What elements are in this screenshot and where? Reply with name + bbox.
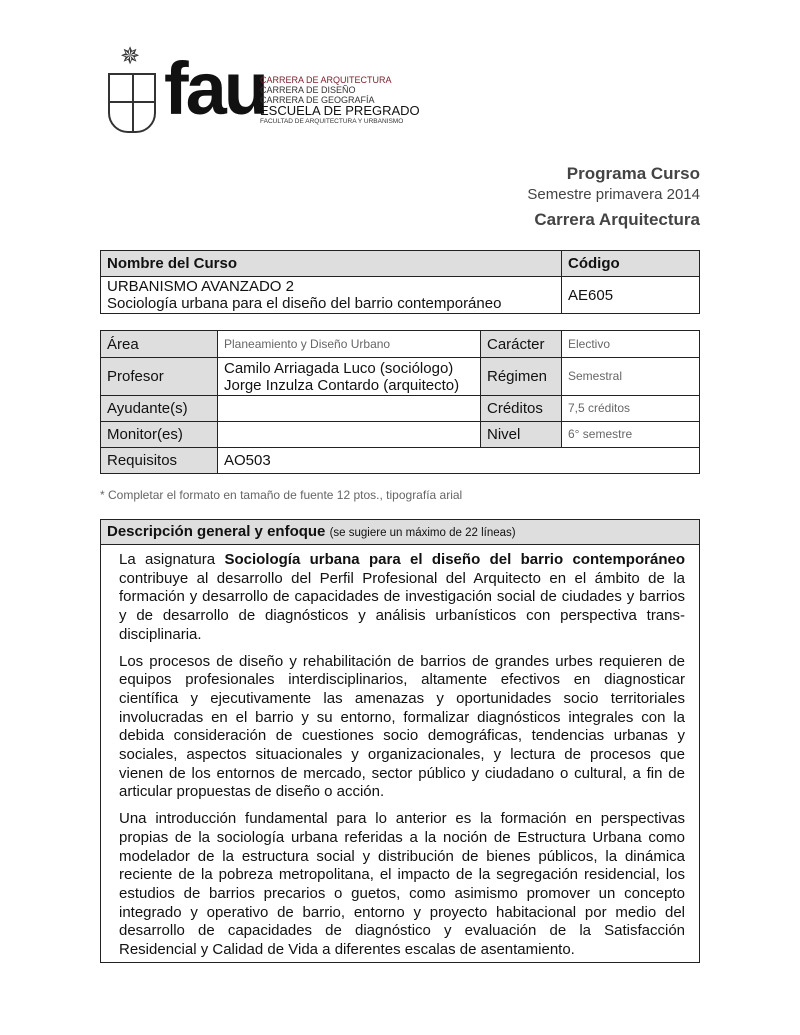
ayudante-label: Ayudante(s) [101, 396, 218, 422]
logo-line: CARRERA DE DISEÑO [260, 85, 356, 95]
format-note: * Completar el formato en tamaño de fuente 12 ptos., tipografía arial [100, 488, 463, 502]
caracter-label: Carácter [481, 331, 562, 358]
semester: Semestre primavera 2014 [527, 186, 700, 203]
regimen-label: Régimen [481, 358, 562, 396]
description-header [101, 520, 699, 545]
requisitos-label: Requisitos [101, 448, 218, 474]
profesor-label: Profesor [101, 358, 218, 396]
logo-line: ESCUELA DE PREGRADO [260, 103, 420, 118]
description-section [100, 519, 700, 963]
creditos-value: 7,5 créditos [562, 396, 700, 422]
requisitos-value: AO503 [218, 448, 700, 474]
creditos-label: Créditos [481, 396, 562, 422]
profesor-name: Jorge Inzulza Contardo (arquitecto) [224, 376, 460, 394]
course-table [100, 250, 700, 314]
text: contribuye al desarrollo del Perfil Profesional del Arquitecto en el ámbito de la formación y desarrollo de capacidades de investigación social de ciudades y barrios y de desarrollo de diagnósticos y análisis urbanísticos con perspectiva trans-disciplinaria. [119, 569, 685, 643]
text: La asignatura [119, 551, 225, 568]
logo-line: CARRERA DE ARQUITECTURA [260, 75, 392, 85]
career: Carrera Arquitectura [534, 210, 700, 229]
logo-line: FACULTAD DE ARQUITECTURA Y URBANISMO [260, 118, 404, 125]
nivel-value: 6° semestre [562, 422, 700, 448]
page-title: Programa Curso [566, 164, 700, 183]
course-name [101, 277, 562, 314]
course-name-line: URBANISMO AVANZADO 2 [107, 278, 294, 295]
description-paragraph: Una introducción fundamental para lo anterior es la formación en perspectivas propias de la sociología urbana referidas a la noción de Estructura Urbana como modelador de la estructura social y distribución de bienes públicos, la dinámica reciente de la pobreza metropolitana, el impacto de la segregación residencial, los estudios de barrios precarios o guetos, como asimismo promover un concepto integrado y operativo de barrio, entorno y proyecto habitacional por medio del desarrollo de capacidades de diagnóstico y evaluación de la Satisfacción Residencial y Calidad de Vida a diferentes escalas de asentamiento. [119, 810, 685, 959]
area-value: Planeamiento y Diseño Urbano [218, 331, 481, 358]
monitor-label: Monitor(es) [101, 422, 218, 448]
profesor-value [218, 358, 481, 396]
ayudante-value [218, 396, 481, 422]
course-name-bold: Sociología urbana para el diseño del barrio contemporáneo [224, 551, 685, 568]
fau-logo [108, 43, 420, 135]
course-name-label: Nombre del Curso [101, 251, 562, 277]
profesor-name: Camilo Arriagada Luco (sociólogo) [224, 359, 454, 377]
description-title: Descripción general y enfoque [107, 523, 326, 540]
regimen-value: Semestral [562, 358, 700, 396]
info-table [100, 330, 700, 474]
description-paragraph [119, 551, 685, 645]
monitor-value [218, 422, 481, 448]
description-hint: (se sugiere un máximo de 22 líneas) [329, 527, 516, 539]
description-paragraph: Los procesos de diseño y rehabilitación de barrios de grandes urbes requieren de equipos profesionales interdisciplinarios, altamente efectivos en diagnosticar científica y ejecutivamente las amenazas y oportunidades socio territoriales involucradas en el barrio y su entorno, formalizar diagnósticos integrales con la debida consideración de cuestiones socio demográficas, tendencias urbanas y sociales, aspectos situacionales y organizacionales, y lectura de procesos que vienen de los entornos de mercado, sector público y ciudadano o cultural, a fin de articular propuestas de diseño o acción. [119, 652, 685, 801]
star-icon: ✵ [120, 43, 141, 70]
university-shield-icon [108, 73, 156, 133]
course-code: AE605 [562, 277, 700, 314]
logo-line: CARRERA DE GEOGRAFÍA [260, 95, 375, 105]
caracter-value: Electivo [562, 331, 700, 358]
area-label: Área [101, 331, 218, 358]
nivel-label: Nivel [481, 422, 562, 448]
course-subtitle: Sociología urbana para el diseño del barrio contemporáneo [107, 295, 502, 312]
logo-wordmark: fau [164, 47, 266, 130]
course-code-label: Código [562, 251, 700, 277]
